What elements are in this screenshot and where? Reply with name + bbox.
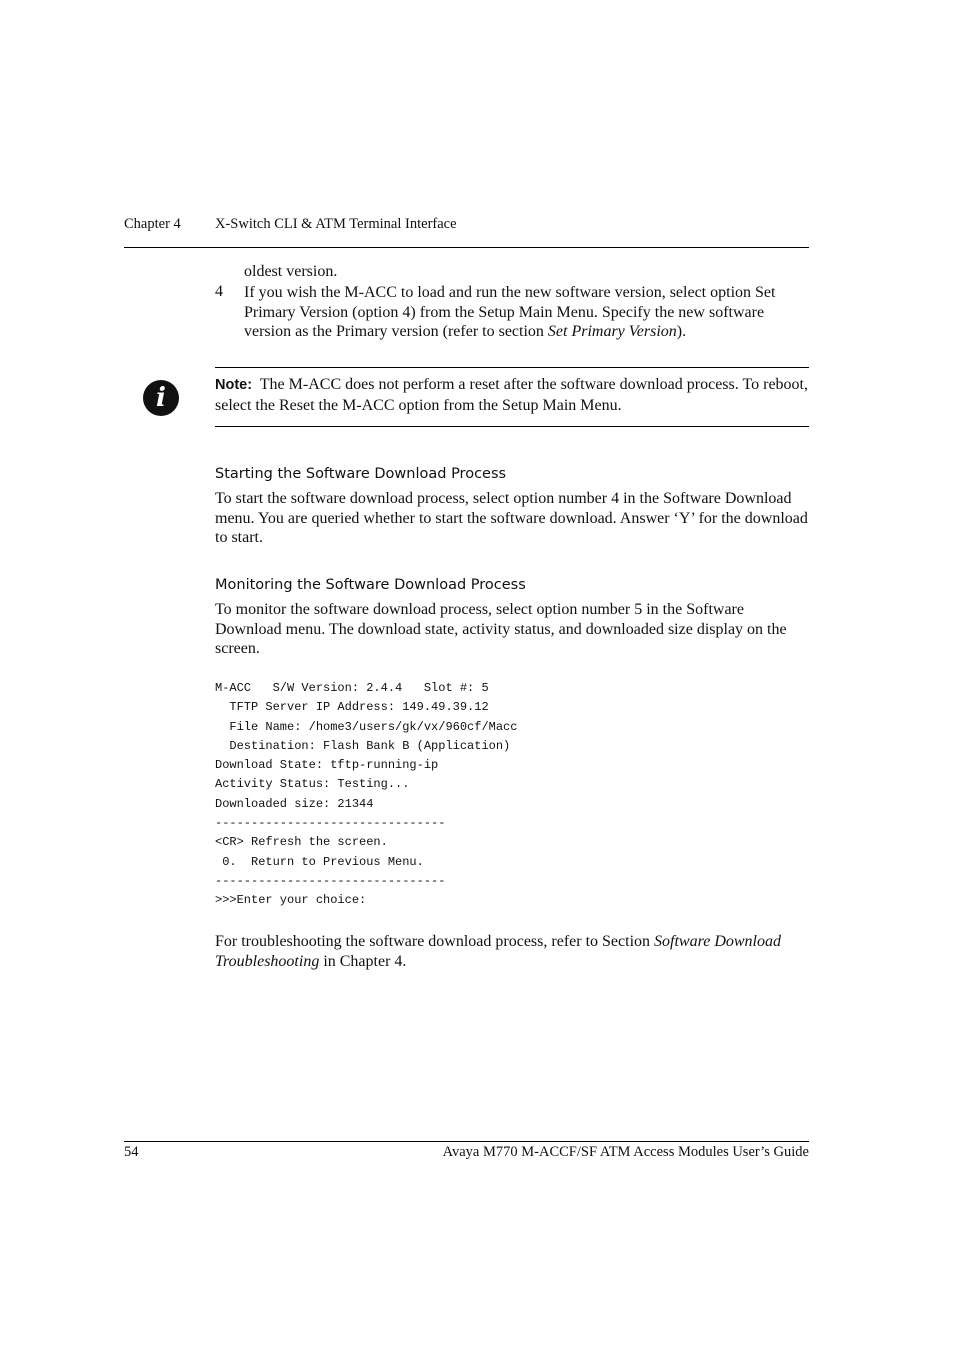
terminal-line: TFTP Server IP Address: 149.49.39.12 <box>215 700 489 715</box>
section-heading-starting: Starting the Software Download Process <box>215 466 507 482</box>
footer-rule <box>124 1141 809 1142</box>
step-text-before: If you wish the M-ACC to load and run the new software version, select option Set Primary Version (option 4) from the Setup Main Menu. Specify the new software version as the Primary version (refer to section <box>244 284 776 340</box>
note-top-rule <box>215 367 809 368</box>
terminal-line: -------------------------------- <box>215 816 446 831</box>
terminal-line: Activity Status: Testing... <box>215 777 410 792</box>
terminal-line: -------------------------------- <box>215 873 446 888</box>
header-chapter: Chapter 4 <box>124 216 181 232</box>
terminal-line: 0. Return to Previous Menu. <box>215 854 424 869</box>
section-heading-monitoring: Monitoring the Software Download Process <box>215 577 526 593</box>
troubleshooting-italic: Software Download Troubleshooting <box>215 933 781 970</box>
troubleshooting-before: For troubleshooting the software download process, refer to Section <box>215 933 655 950</box>
section-body-starting: To start the software download process, select option number 4 in the Software Download menu. You are queried whether to start the software download. Answer ‘Y’ for the download to start. <box>215 490 808 546</box>
continuation-text: oldest version. <box>244 263 338 280</box>
note-bottom-rule <box>215 426 809 427</box>
terminal-line: M-ACC S/W Version: 2.4.4 Slot #: 5 <box>215 681 489 695</box>
section-body-monitoring: To monitor the software download process, select option number 5 in the Software Download menu. The download state, activity status, and downloaded size display on the screen. <box>215 601 787 657</box>
note-body: The M-ACC does not perform a reset after the software download process. To reboot, select the Reset the M-ACC option from the Setup Main Menu. <box>215 376 808 414</box>
header-rule <box>124 247 809 248</box>
info-icon: i <box>143 380 179 416</box>
terminal-line: Downloaded size: 21344 <box>215 796 374 811</box>
terminal-line: File Name: /home3/users/gk/vx/960cf/Macc <box>215 719 518 734</box>
troubleshooting-text <box>215 932 809 971</box>
terminal-line: <CR> Refresh the screen. <box>215 835 388 850</box>
troubleshooting-after: in Chapter 4. <box>319 952 407 970</box>
note-label: Note: <box>215 377 253 393</box>
step-text-italic: Set Primary Version <box>547 323 677 340</box>
step-number: 4 <box>215 283 223 300</box>
footer-title: Avaya M770 M-ACCF/SF ATM Access Modules User’s Guide <box>442 1144 809 1160</box>
terminal-output <box>215 679 517 911</box>
terminal-line: Destination: Flash Bank B (Application) <box>215 738 511 753</box>
terminal-line: Download State: tftp-running-ip <box>215 758 439 773</box>
footer-page-number: 54 <box>124 1144 139 1160</box>
terminal-line: >>>Enter your choice: <box>215 893 367 908</box>
step-text <box>244 283 810 342</box>
note-text <box>215 375 809 415</box>
step-text-after: ). <box>676 323 687 340</box>
header-title: X-Switch CLI & ATM Terminal Interface <box>215 216 457 232</box>
